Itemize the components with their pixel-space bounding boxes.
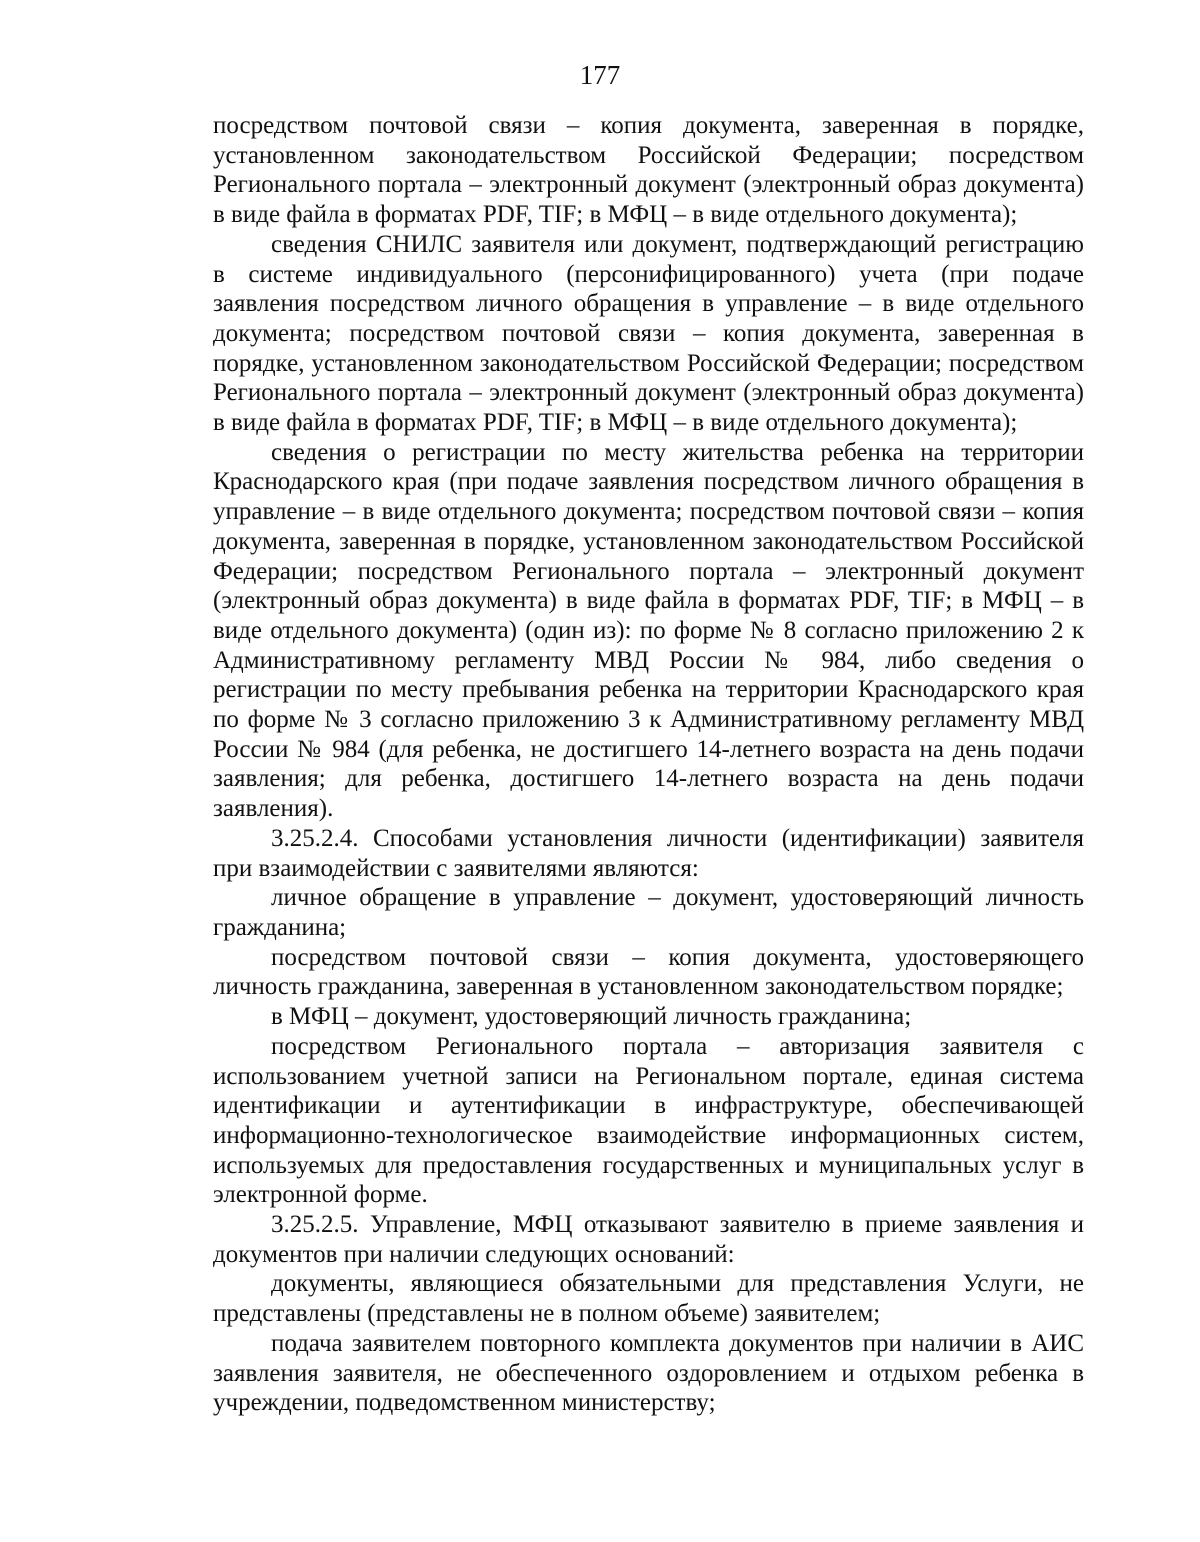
paragraph-regional-portal: посредством Регионального портала – авторизация заявителя с использованием учетной записи на Региональном портале, единая система идентификации и аутентификации в инфраструктуре, обеспечивающей информационно-технологическое взаимодействие информационных систем, используемых для предоставления государственных и муниципальных услуг в электронной форме. [213, 1032, 1084, 1209]
paragraph-identification-methods: 3.25.2.4. Способами установления личности (идентификации) заявителя при взаимодействии с заявителями являются: [213, 824, 1084, 882]
paragraph-residence-registration: сведения о регистрации по месту жительства ребенка на территории Краснодарского края (при подаче заявления посредством личного обращения в управление – в виде отдельного документа; посредством почтовой связи – копия документа, заверенная в порядке, установленном законодательством Российской Федерации; посредством Регионального портала – электронный документ (электронный образ документа) в виде файла в форматах PDF, TIF; в МФЦ – в виде отдельного документа) (один из): по форме № 8 согласно приложению 2 к Административному регламенту МВД России № 984, либо сведения о регистрации по месту пребывания ребенка на территории Краснодарского края по форме № 3 согласно приложению 3 к Административному регламенту МВД России № 984 (для ребенка, не достигшего 14-летнего возраста на день подачи заявления; для ребенка, достигшего 14-летнего возраста на день подачи заявления). [213, 438, 1084, 823]
paragraph-snils: сведения СНИЛС заявителя или документ, подтверждающий регистрацию в системе индивидуального (персонифицированного) учета (при подаче заявления посредством личного обращения в управление – в виде отдельного документа; посредством почтовой связи – копия документа, заверенная в порядке, установленном законодательством Российской Федерации; посредством Регионального портала – электронный документ (электронный образ документа) в виде файла в форматах PDF, TIF; в МФЦ – в виде отдельного документа); [213, 230, 1084, 437]
paragraph-mfc: в МФЦ – документ, удостоверяющий личность гражданина; [271, 1003, 912, 1031]
paragraph-repeat-submission: подача заявителем повторного комплекта документов при наличии в АИС заявления заявителя, не обеспеченного оздоровлением и отдыхом ребенка в учреждении, подведомственном министерству; [213, 1329, 1084, 1417]
paragraph-postal: посредством почтовой связи – копия документа, удостоверяющего личность гражданина, заверенная в установленном законодательством порядке; [213, 943, 1084, 1001]
paragraph-refusal-grounds: 3.25.2.5. Управление, МФЦ отказывают заявителю в приеме заявления и документов при наличии следующих оснований: [213, 1211, 1084, 1268]
paragraph-continuation: посредством почтовой связи – копия документа, заверенная в порядке, установленном законодательством Российской Федерации; посредством Регионального портала – электронный документ (электронный образ документа) в виде файла в форматах PDF, TIF; в МФЦ – в виде отдельного документа); [213, 112, 1084, 229]
page-number: 177 [579, 60, 621, 90]
paragraph-personal-visit: личное обращение в управление – документ, удостоверяющий личность гражданина; [213, 884, 1084, 941]
paragraph-missing-documents: документы, являющиеся обязательными для представления Услуги, не представлены (представлены не в полном объеме) заявителем; [213, 1270, 1084, 1328]
document-body [213, 111, 1084, 1418]
